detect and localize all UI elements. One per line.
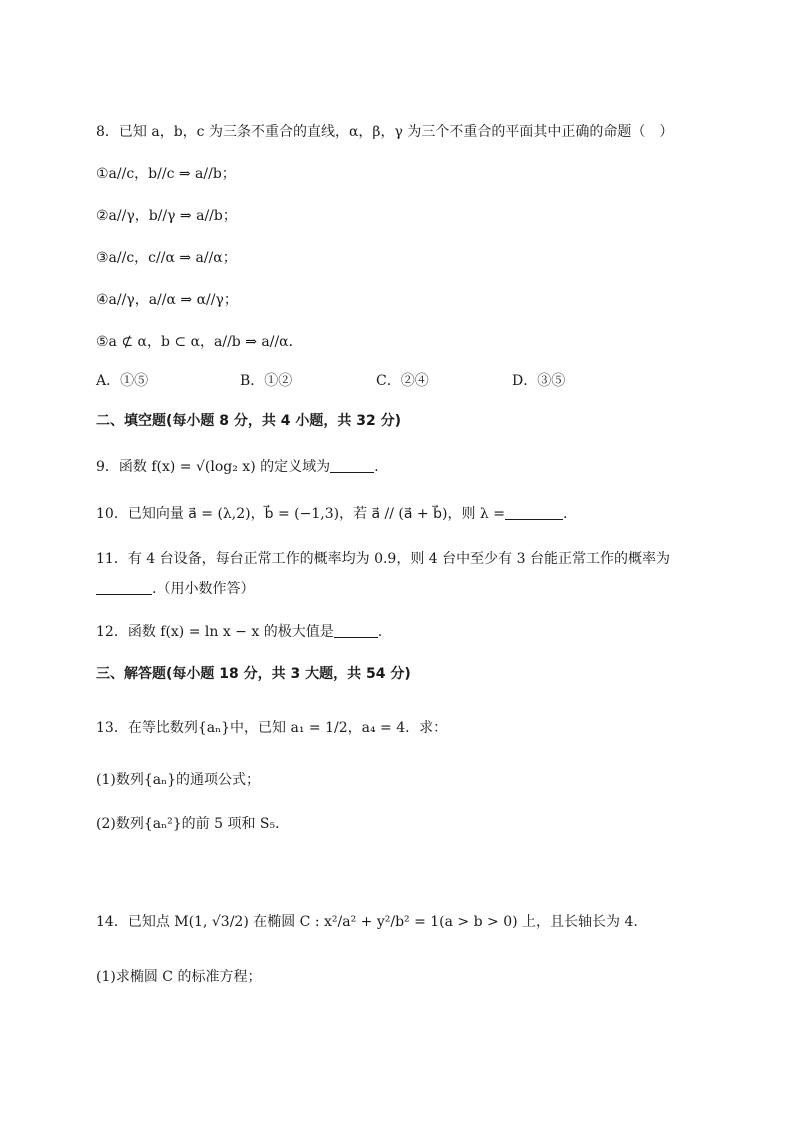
q10-answer-blank [505, 505, 563, 520]
question-11-line-1: 11．有 4 台设备，每台正常工作的概率均为 0.9，则 4 台中至少有 3 台能正常工作的概率为 [96, 551, 670, 567]
q9-text: 9．函数 f(x) = √(log₂ x) 的定义域为 [96, 459, 331, 475]
q8-option-c: C．②④ [376, 373, 429, 389]
question-12 [96, 621, 382, 643]
q12-period: . [377, 624, 383, 640]
q11-note: .（用小数作答） [152, 581, 255, 597]
question-13-stem: 13．在等比数列{aₙ}中，已知 a₁ = 1/2，a₄ = 4．求： [96, 720, 448, 736]
question-8-stem: 8．已知 a，b，c 为三条不重合的直线，α，β，γ 为三个不重合的平面其中正确的命题（ ） [96, 124, 674, 140]
q8-statement-5: ⑤a ⊄ α，b ⊂ α，a//b ⇒ a//α． [96, 334, 303, 350]
q8-option-a: A．①⑤ [96, 373, 149, 389]
q13-part-1: (1)数列{aₙ}的通项公式； [96, 772, 261, 788]
q12-answer-blank [334, 623, 378, 638]
q12-text: 12．函数 f(x) = ln x − x 的极大值是 [96, 624, 334, 640]
question-10 [96, 503, 567, 525]
q8-statement-1: ①a//c，b//c ⇒ a//b； [96, 166, 236, 182]
section-heading-solutions: 三、解答题(每小题 18 分，共 3 大题，共 54 分) [96, 666, 411, 682]
q8-statement-2: ②a//γ，b//γ ⇒ a//b； [96, 208, 237, 224]
q9-period: . [374, 459, 379, 475]
question-14-stem: 14．已知点 M(1, √3/2) 在椭圆 C : x²/a² + y²/b² = 1(a > b > 0) 上，且长轴长为 4. [96, 914, 638, 930]
q10-text: 10．已知向量 a⃗ = (λ,2)，b⃗ = (−1,3)，若 a⃗ // (a⃗ + b⃗)，则 λ = [96, 506, 505, 522]
question-11-line-2 [96, 578, 254, 600]
q13-part-2: (2)数列{aₙ²}的前 5 项和 S₅． [96, 816, 290, 832]
q14-part-1: (1)求椭圆 C 的标准方程； [96, 969, 262, 985]
q9-answer-blank [330, 458, 374, 473]
q11-answer-blank [96, 580, 152, 595]
q8-option-b: B．①② [240, 373, 293, 389]
q8-statement-3: ③a//c，c//α ⇒ a//α； [96, 250, 237, 266]
section-heading-fill-in: 二、填空题(每小题 8 分，共 4 小题，共 32 分) [96, 413, 402, 429]
question-9 [96, 456, 379, 478]
q8-statement-4: ④a//γ，a//α ⇒ α//γ； [96, 292, 238, 308]
q8-option-d: D．③⑤ [512, 373, 566, 389]
q10-period: . [562, 506, 568, 522]
